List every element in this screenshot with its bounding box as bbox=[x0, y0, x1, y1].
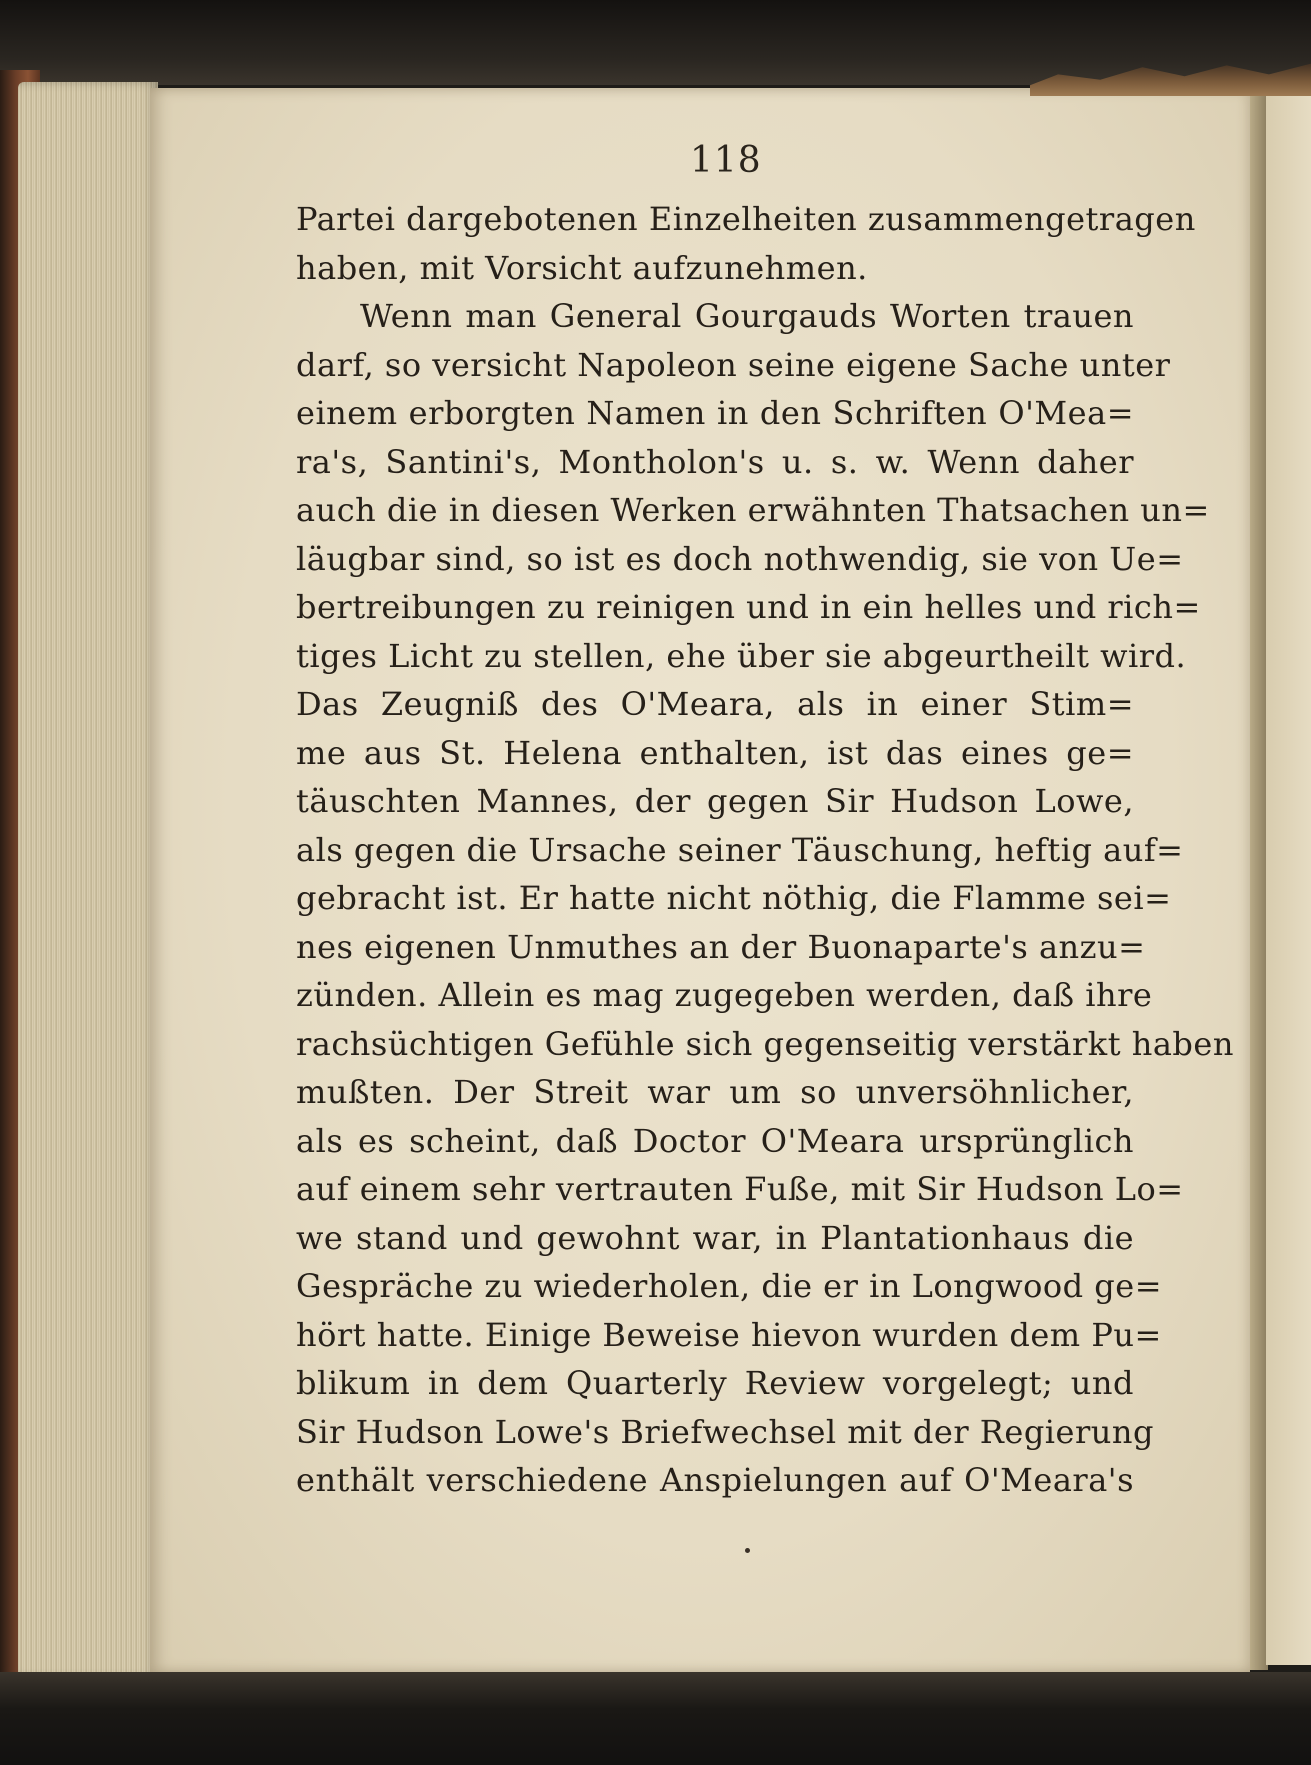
text-line: täuschten Mannes, der gegen Sir Hudson Lowe, bbox=[296, 782, 1134, 820]
text-line: Gespräche zu wiederholen, die er in Longwood ge= bbox=[296, 1267, 1163, 1305]
text-line: Das Zeugniß des O'Meara, als in einer Stim= bbox=[296, 685, 1134, 723]
text-line: rachsüchtigen Gefühle sich gegenseitig verstärkt haben bbox=[296, 1024, 1234, 1063]
page-body-text bbox=[296, 195, 1234, 1505]
text-line: gebracht ist. Er hatte nicht nöthig, die Flamme sei= bbox=[296, 879, 1172, 917]
text-line: enthält verschiedene Anspielungen auf O'Meara's bbox=[296, 1461, 1134, 1499]
page-stack-edges bbox=[18, 82, 158, 1678]
top-background bbox=[0, 0, 1311, 85]
text-line: darf, so versicht Napoleon seine eigene Sache unter bbox=[296, 345, 1171, 384]
text-line: haben, mit Vorsicht aufzunehmen. bbox=[296, 248, 868, 287]
bottom-background bbox=[0, 1672, 1311, 1765]
ink-speck bbox=[745, 1548, 750, 1553]
text-line: hört hatte. Einige Beweise hievon wurden dem Pu= bbox=[296, 1315, 1162, 1354]
text-line: auch die in diesen Werken erwähnten Thatsachen un= bbox=[296, 491, 1210, 529]
text-line: zünden. Allein es mag zugegeben werden, daß ihre bbox=[296, 976, 1153, 1014]
text-line: Sir Hudson Lowe's Briefwechsel mit der Regierung bbox=[296, 1412, 1154, 1451]
page-number: 118 bbox=[690, 140, 762, 181]
text-line: tiges Licht zu stellen, ehe über sie abgeurtheilt wird. bbox=[296, 636, 1187, 675]
text-line: Partei dargebotenen Einzelheiten zusammengetragen bbox=[296, 200, 1196, 238]
text-line: blikum in dem Quarterly Review vorgelegt; und bbox=[296, 1364, 1134, 1402]
text-line: als gegen die Ursache seiner Täuschung, heftig auf= bbox=[296, 830, 1184, 869]
text-line: Wenn man General Gourgauds Worten trauen bbox=[360, 297, 1134, 335]
text-line: einem erborgten Namen in den Schriften O'Mea= bbox=[296, 394, 1134, 432]
text-line: we stand und gewohnt war, in Plantationhaus die bbox=[296, 1218, 1134, 1257]
text-line: bertreibungen zu reinigen und in ein helles und rich= bbox=[296, 588, 1201, 626]
text-line: auf einem sehr vertrauten Fuße, mit Sir Hudson Lo= bbox=[296, 1170, 1184, 1208]
text-line: läugbar sind, so ist es doch nothwendig, sie von Ue= bbox=[296, 539, 1184, 578]
text-line: nes eigenen Unmuthes an der Buonaparte's anzu= bbox=[296, 927, 1146, 966]
facing-page-edge bbox=[1266, 95, 1311, 1665]
text-line: ra's, Santini's, Montholon's u. s. w. Wenn daher bbox=[296, 442, 1134, 481]
text-line: als es scheint, daß Doctor O'Meara ursprünglich bbox=[296, 1121, 1134, 1160]
text-line: mußten. Der Streit war um so unversöhnlicher, bbox=[296, 1073, 1134, 1111]
text-line: me aus St. Helena enthalten, ist das eines ge= bbox=[296, 733, 1134, 772]
